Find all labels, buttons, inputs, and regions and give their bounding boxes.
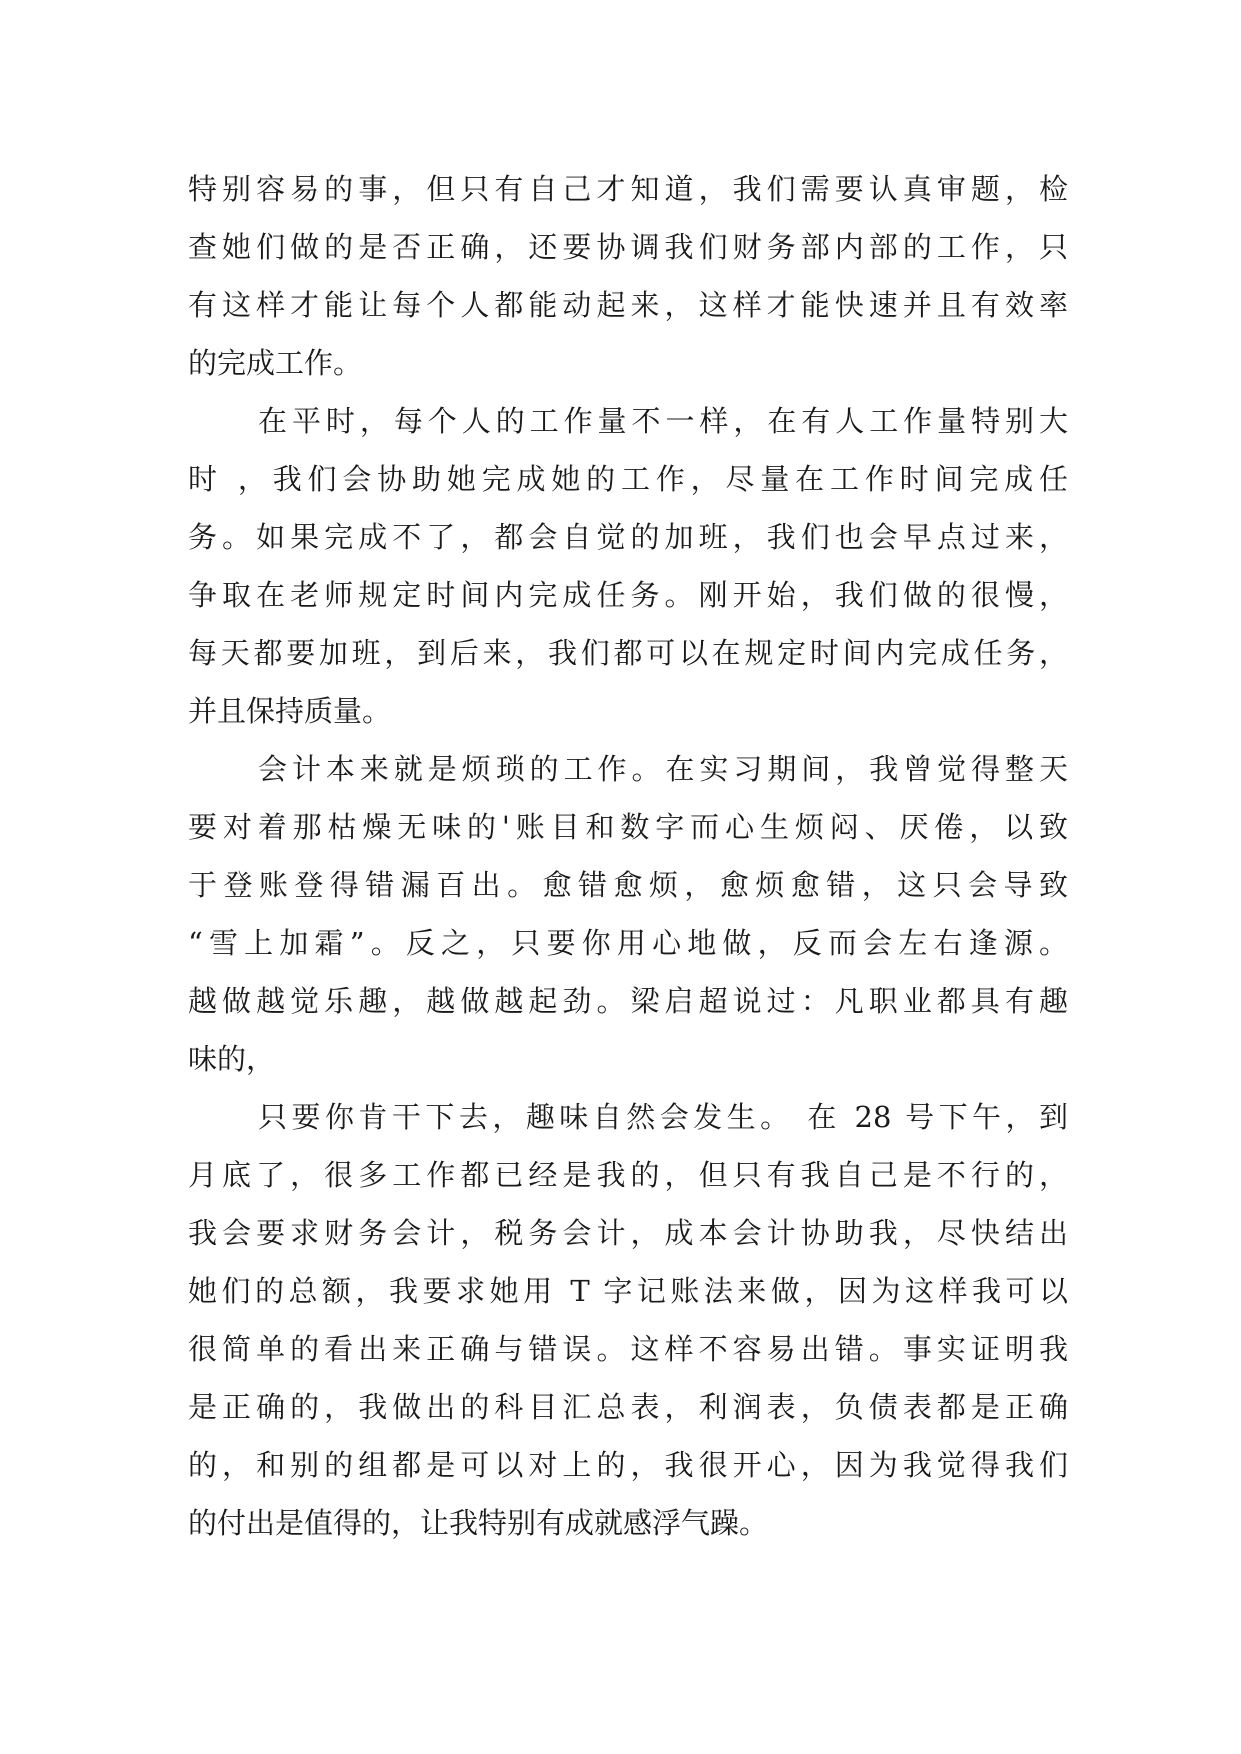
text-line: 在平时，每个人的工作量不一样，在有人工作量特别大 xyxy=(258,404,1068,438)
text-line: 只要你肯干下去，趣味自然会发生。 在 28 号下午，到 xyxy=(258,1100,1068,1134)
paragraph xyxy=(188,160,1068,392)
text-line: 特别容易的事，但只有自己才知道，我们需要认真审题，检 xyxy=(188,172,1068,206)
text-line: 的，和别的组都是可以对上的，我很开心，因为我觉得我们 xyxy=(188,1448,1068,1482)
text-line: 争取在老师规定时间内完成任务。刚开始，我们做的很慢， xyxy=(188,578,1068,612)
text-line: 味的， xyxy=(188,1042,276,1076)
text-line: 每天都要加班，到后来，我们都可以在规定时间内完成任务， xyxy=(188,636,1068,670)
text-line: 越做越觉乐趣，越做越起劲。梁启超说过：凡职业都具有趣 xyxy=(188,984,1068,1018)
text-line: 的完成工作。 xyxy=(188,346,363,380)
paragraph xyxy=(188,1088,1068,1552)
text-line: 要对着那枯燥无味的'账目和数字而心生烦闷、厌倦，以致 xyxy=(188,810,1068,844)
paragraph xyxy=(188,392,1068,740)
text-line: 有这样才能让每个人都能动起来，这样才能快速并且有效率 xyxy=(188,288,1068,322)
text-line: 会计本来就是烦琐的工作。在实习期间，我曾觉得整天 xyxy=(258,752,1068,786)
text-line: 我会要求财务会计，税务会计，成本会计协助我，尽快结出 xyxy=(188,1216,1068,1250)
text-line: 是正确的，我做出的科目汇总表，利润表，负债表都是正确 xyxy=(188,1390,1068,1424)
text-line: 查她们做的是否正确，还要协调我们财务部内部的工作，只 xyxy=(188,230,1068,264)
text-line: 她们的总额，我要求她用 T 字记账法来做，因为这样我可以 xyxy=(188,1274,1068,1308)
text-line: 的付出是值得的，让我特别有成就感浮气躁。 xyxy=(188,1506,769,1540)
text-line: 并且保持质量。 xyxy=(188,694,392,728)
text-line: 月底了，很多工作都已经是我的，但只有我自己是不行的， xyxy=(188,1158,1068,1192)
text-line: 很简单的看出来正确与错误。这样不容易出错。事实证明我 xyxy=(188,1332,1068,1366)
document-body xyxy=(188,160,1068,1552)
text-line: 时 ，我们会协助她完成她的工作，尽量在工作时间完成任 xyxy=(188,462,1068,496)
text-line: 务。如果完成不了，都会自觉的加班，我们也会早点过来， xyxy=(188,520,1068,554)
text-line: 于登账登得错漏百出。愈错愈烦，愈烦愈错，这只会导致 xyxy=(188,868,1068,902)
text-line: “雪上加霜”。反之，只要你用心地做，反而会左右逢源。 xyxy=(188,926,1068,960)
paragraph xyxy=(188,740,1068,1088)
